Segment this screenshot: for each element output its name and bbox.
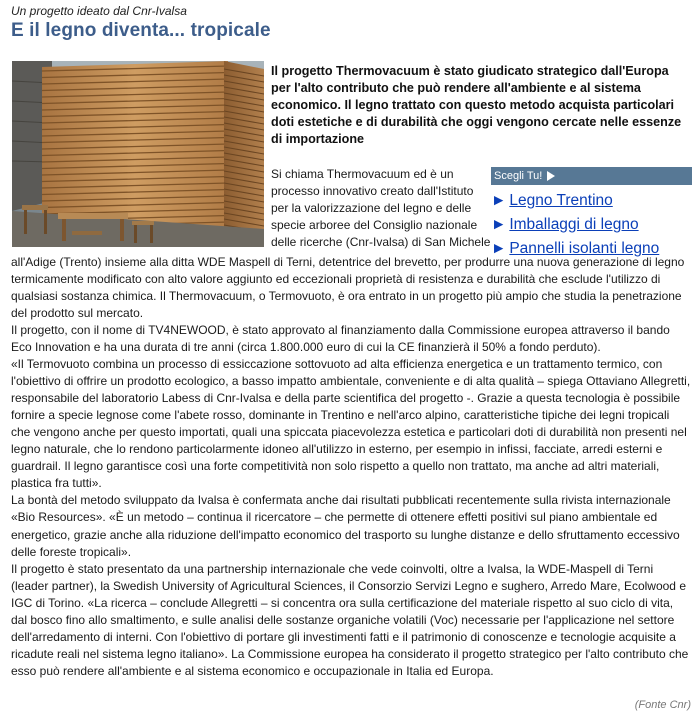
article-paragraph: Il progetto, con il nome di TV4NEWOOD, è stato approvato al finanziamento dalla Commissione europea attraverso il bando Eco Innovation e ha una durata di tre anni (circa 1.800.000 euro di cui la CE finanzierà il 50% a fondo perduto). xyxy=(11,323,670,355)
article-intro: Si chiama Thermovacuum ed è un processo innovativo creato dall'Istituto per la valorizzazione del legno e delle specie arboree del Consiglio nazionale delle ricerche (Cnr-Ivalsa) di San Michele xyxy=(271,167,491,249)
related-link-legno-trentino[interactable] xyxy=(491,189,692,213)
arrow-right-icon: ► xyxy=(491,192,507,209)
related-link-imballaggi[interactable] xyxy=(491,213,692,237)
related-links-box xyxy=(491,167,692,261)
related-links-list xyxy=(491,189,692,261)
article-headline: E il legno diventa... tropicale xyxy=(11,20,271,41)
article-paragraph: all'Adige (Trento) insieme alla ditta WDE Maspell di Terni, detentrice del brevetto, per produrre una nuova generazione di legno termicamente modificato con alto valore aggiunto ed eccezionali proprietà di resistenza e durabilità che esclude l'utilizzo di qualsiasi sostanza chimica. Il Thermovacuum, o Termovuoto, è ora entrato in un progetto più ampio che studia la penetrazione del prodotto sul mercato. xyxy=(11,255,685,321)
wooden-facade-photo xyxy=(12,61,264,247)
arrow-right-icon: ► xyxy=(491,216,507,233)
arrow-right-icon: ► xyxy=(491,240,507,257)
article-body xyxy=(11,254,691,680)
article-paragraph: La bontà del metodo sviluppato da Ivalsa è confermata anche dai risultati pubblicati recentemente sulla rivista internazionale «Bio Resources». «È un metodo – continua il ricercatore – che permette di ottenere effetti positivi sul piano ambientale ed energetico, grazie anche alla riduzione dell'impatto economico del trasporto su lunghe distanze e dello sfruttamento eccessivo delle foreste tropicali». xyxy=(11,493,680,559)
related-links-title: Scegli Tu! xyxy=(494,170,543,182)
article-source: (Fonte Cnr) xyxy=(634,699,691,711)
play-icon xyxy=(547,171,555,181)
article-kicker: Un progetto ideato dal Cnr-Ivalsa xyxy=(11,4,187,18)
related-link-label: Legno Trentino xyxy=(509,192,613,209)
related-link-label: Imballaggi di legno xyxy=(509,216,639,233)
article-paragraph: Il progetto è stato presentato da una partnership internazionale che vede coinvolti, oltre a Ivalsa, la WDE-Maspell di Terni (leader partner), la Swedish University of Agricultural Sciences, il Consorzio Servizi Legno e sughero, Arredo Mare, Ecolwood e IGC di Torino. «La ricerca – conclude Allegretti – si concentra ora sulla certificazione del materiale rispetto al suo ciclo di vita, dal bosco fino allo smaltimento, e sulle analisi delle sostanze organiche volatili (Voc) necessarie per l'applicazione nel settore dell'arredamento di interni. Con l'obiettivo di portare gli investimenti fatti e il patrimonio di conoscenze e tecnologie acquisite a ricadute reali nel sistema legno italiano». La Commissione europea ha considerato il progetto strategico per l'alto contributo che esso può rendere all'ambiente e al sistema economico e occupazionale in Italia ed Europa. xyxy=(11,561,689,678)
related-link-label: Pannelli isolanti legno xyxy=(509,240,660,257)
article-paragraph: «Il Termovuoto combina un processo di essiccazione sottovuoto ad alta efficienza energetica e un trattamento termico, con l'obiettivo di offrire un prodotto ecologico, a basso impatto ambientale, conveniente e di alta qualità – spiega Ottaviano Allegretti, responsabile del laboratorio Labess di Cnr-Ivalsa e della parte scientifica del progetto -. Grazie a questa tecnologia è possibile fornire a specie legnose come l'abete rosso, dominante in Trentino e nell'arco alpino, caratteristiche tipiche dei legni tropicali che vengono anche per questo importati, quali una spiccata piacevolezza estetica e particolari doti di durabilità non presenti nel legno naturale, che lo rendono particolarmente idoneo all'utilizzo in esterno, per esempio in infissi, facciate, arredi esterni e guardrail. Il legno garantisce così una forte competitività non solo rispetto a quello non trattato, ma anche ad altri materiali, plastica fra tutti». xyxy=(11,357,691,491)
related-links-header xyxy=(491,167,692,185)
article-lead: Il progetto Thermovacuum è stato giudicato strategico dall'Europa per l'alto contributo che può rendere all'ambiente e al sistema economico. Il legno trattato con questo metodo acquista particolari doti estetiche e di durabilità che oggi vengono cercate nelle essenze di importazione xyxy=(271,64,682,146)
